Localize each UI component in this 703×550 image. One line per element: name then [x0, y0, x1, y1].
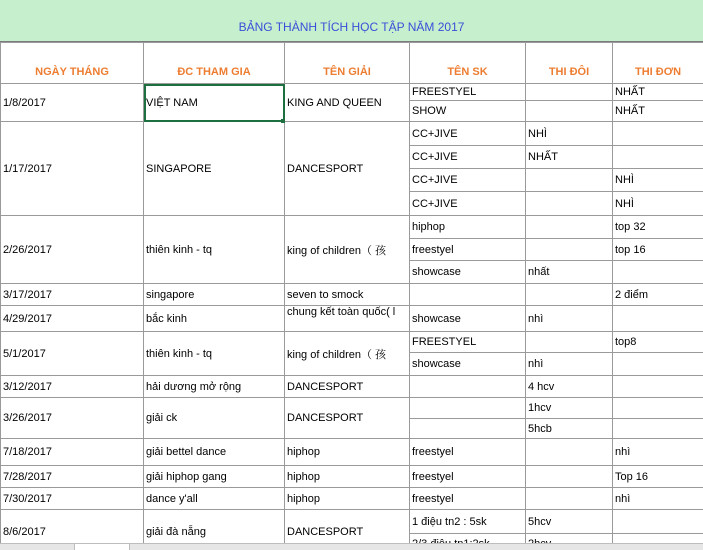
- cell-pair[interactable]: [526, 169, 613, 192]
- title-band: [0, 0, 703, 42]
- cell-event[interactable]: freestyel: [410, 239, 526, 261]
- table-row: [1, 122, 703, 146]
- cell-venue[interactable]: giải đà nẵng: [144, 510, 285, 550]
- cell-award[interactable]: chung kết toàn quốc( l: [285, 306, 410, 332]
- table-row: [1, 284, 703, 306]
- cell-pair[interactable]: [526, 101, 613, 122]
- cell-event[interactable]: FREESTYEL: [410, 332, 526, 353]
- cell-solo[interactable]: 2 điểm: [613, 284, 703, 306]
- cell-event[interactable]: [410, 419, 526, 439]
- cell-pair[interactable]: 5hcv: [526, 510, 613, 534]
- cell-solo[interactable]: NHÌ: [613, 169, 703, 192]
- cell-award[interactable]: hiphop: [285, 439, 410, 466]
- cell-pair[interactable]: [526, 439, 613, 466]
- cell-pair[interactable]: nhất: [526, 261, 613, 284]
- cell-event[interactable]: FREESTYEL: [410, 84, 526, 101]
- cell-solo[interactable]: Top 16: [613, 466, 703, 488]
- header-pair[interactable]: THI ĐÔI: [526, 43, 613, 84]
- cell-solo[interactable]: top8: [613, 332, 703, 353]
- cell-solo[interactable]: [613, 510, 703, 534]
- cell-solo[interactable]: [613, 146, 703, 169]
- cell-solo[interactable]: NHÌ: [613, 192, 703, 216]
- cell-solo[interactable]: NHẤT: [613, 84, 703, 101]
- sheet-title[interactable]: BẢNG THÀNH TÍCH HỌC TẬP NĂM 2017: [238, 20, 465, 34]
- cell-event[interactable]: showcase: [410, 261, 526, 284]
- cell-award[interactable]: king of children（ 孩: [285, 332, 410, 376]
- cell-venue[interactable]: thiên kinh - tq: [144, 332, 285, 376]
- achievement-table: [0, 42, 703, 550]
- cell-pair[interactable]: [526, 332, 613, 353]
- cell-solo[interactable]: nhì: [613, 488, 703, 510]
- cell-date[interactable]: 7/28/2017: [1, 466, 144, 488]
- cell-solo[interactable]: [613, 419, 703, 439]
- cell-venue[interactable]: SINGAPORE: [144, 122, 285, 216]
- cell-award[interactable]: DANCESPORT: [285, 510, 410, 550]
- header-date[interactable]: NGÀY THÁNG: [1, 43, 144, 84]
- cell-pair[interactable]: [526, 84, 613, 101]
- cell-event[interactable]: [410, 284, 526, 306]
- table-row: [1, 332, 703, 353]
- cell-date[interactable]: 1/8/2017: [1, 84, 144, 122]
- cell-pair[interactable]: 1hcv: [526, 398, 613, 419]
- cell-date[interactable]: 7/30/2017: [1, 488, 144, 510]
- cell-pair[interactable]: [526, 239, 613, 261]
- cell-award[interactable]: king of children（ 孩: [285, 216, 410, 284]
- cell-event[interactable]: freestyel: [410, 466, 526, 488]
- cell-date[interactable]: 3/17/2017: [1, 284, 144, 306]
- cell-event[interactable]: freestyel: [410, 439, 526, 466]
- cell-event[interactable]: CC+JIVE: [410, 122, 526, 146]
- cell-event[interactable]: SHOW: [410, 101, 526, 122]
- table-row: [1, 84, 703, 101]
- table-row: [1, 466, 703, 488]
- cell-event[interactable]: [410, 398, 526, 419]
- cell-venue[interactable]: giải ck: [144, 398, 285, 439]
- header-row: [1, 43, 703, 84]
- cell-venue[interactable]: hải dương mở rộng: [144, 376, 285, 398]
- scrollbar-thumb[interactable]: [74, 544, 130, 550]
- cell-solo[interactable]: [613, 398, 703, 419]
- cell-pair[interactable]: NHÌ: [526, 122, 613, 146]
- table-row: [1, 488, 703, 510]
- cell-pair[interactable]: [526, 216, 613, 239]
- cell-solo[interactable]: [613, 353, 703, 376]
- header-award[interactable]: TÊN GIẢI: [285, 43, 410, 84]
- cell-award[interactable]: DANCESPORT: [285, 398, 410, 439]
- table-row: [1, 306, 703, 332]
- cell-date[interactable]: 5/1/2017: [1, 332, 144, 376]
- cell-solo[interactable]: [613, 122, 703, 146]
- cell-solo[interactable]: top 16: [613, 239, 703, 261]
- cell-venue[interactable]: dance y'all: [144, 488, 285, 510]
- cell-event[interactable]: showcase: [410, 306, 526, 332]
- cell-solo[interactable]: [613, 306, 703, 332]
- cell-pair[interactable]: NHẤT: [526, 146, 613, 169]
- cell-solo[interactable]: [613, 376, 703, 398]
- table-row: [1, 216, 703, 239]
- cell-pair[interactable]: [526, 192, 613, 216]
- cell-award[interactable]: hiphop: [285, 466, 410, 488]
- cell-venue[interactable]: bắc kinh: [144, 306, 285, 332]
- cell-pair[interactable]: [526, 284, 613, 306]
- cell-award[interactable]: DANCESPORT: [285, 376, 410, 398]
- cell-solo[interactable]: top 32: [613, 216, 703, 239]
- cell-event[interactable]: hiphop: [410, 216, 526, 239]
- cell-pair[interactable]: nhì: [526, 306, 613, 332]
- cell-venue[interactable]: singapore: [144, 284, 285, 306]
- fill-handle[interactable]: [281, 119, 285, 123]
- cell-venue[interactable]: giải hiphop gang: [144, 466, 285, 488]
- cell-pair[interactable]: [526, 488, 613, 510]
- cell-solo[interactable]: NHẤT: [613, 101, 703, 122]
- cell-date[interactable]: 3/12/2017: [1, 376, 144, 398]
- cell-date[interactable]: 8/6/2017: [1, 510, 144, 550]
- header-venue[interactable]: ĐC THAM GIA: [144, 43, 285, 84]
- cell-date[interactable]: 3/26/2017: [1, 398, 144, 439]
- cell-event[interactable]: freestyel: [410, 488, 526, 510]
- table-row: [1, 398, 703, 419]
- cell-date[interactable]: 1/17/2017: [1, 122, 144, 216]
- table-row: [1, 376, 703, 398]
- cell-solo[interactable]: nhì: [613, 439, 703, 466]
- cell-date[interactable]: 7/18/2017: [1, 439, 144, 466]
- cell-award[interactable]: KING AND QUEEN: [285, 84, 410, 122]
- cell-event[interactable]: [410, 376, 526, 398]
- cell-date[interactable]: 2/26/2017: [1, 216, 144, 284]
- table-row: [1, 510, 703, 534]
- cell-pair[interactable]: [526, 466, 613, 488]
- cell-event[interactable]: showcase: [410, 353, 526, 376]
- header-event[interactable]: TÊN SK: [410, 43, 526, 84]
- cell-pair[interactable]: 4 hcv: [526, 376, 613, 398]
- cell-pair[interactable]: nhì: [526, 353, 613, 376]
- cell-event[interactable]: CC+JIVE: [410, 146, 526, 169]
- cell-venue[interactable]: giải bettel dance: [144, 439, 285, 466]
- cell-venue[interactable]: VIỆT NAM: [144, 84, 285, 122]
- cell-date[interactable]: 4/29/2017: [1, 306, 144, 332]
- cell-event[interactable]: CC+JIVE: [410, 192, 526, 216]
- cell-event[interactable]: 1 điệu tn2 : 5sk: [410, 510, 526, 534]
- cell-event[interactable]: CC+JIVE: [410, 169, 526, 192]
- cell-award[interactable]: seven to smock: [285, 284, 410, 306]
- cell-venue[interactable]: thiên kinh - tq: [144, 216, 285, 284]
- cell-solo[interactable]: [613, 261, 703, 284]
- header-solo[interactable]: THI ĐƠN: [613, 43, 703, 84]
- cell-pair[interactable]: 5hcb: [526, 419, 613, 439]
- cell-award[interactable]: DANCESPORT: [285, 122, 410, 216]
- cell-award[interactable]: hiphop: [285, 488, 410, 510]
- table-row: [1, 439, 703, 466]
